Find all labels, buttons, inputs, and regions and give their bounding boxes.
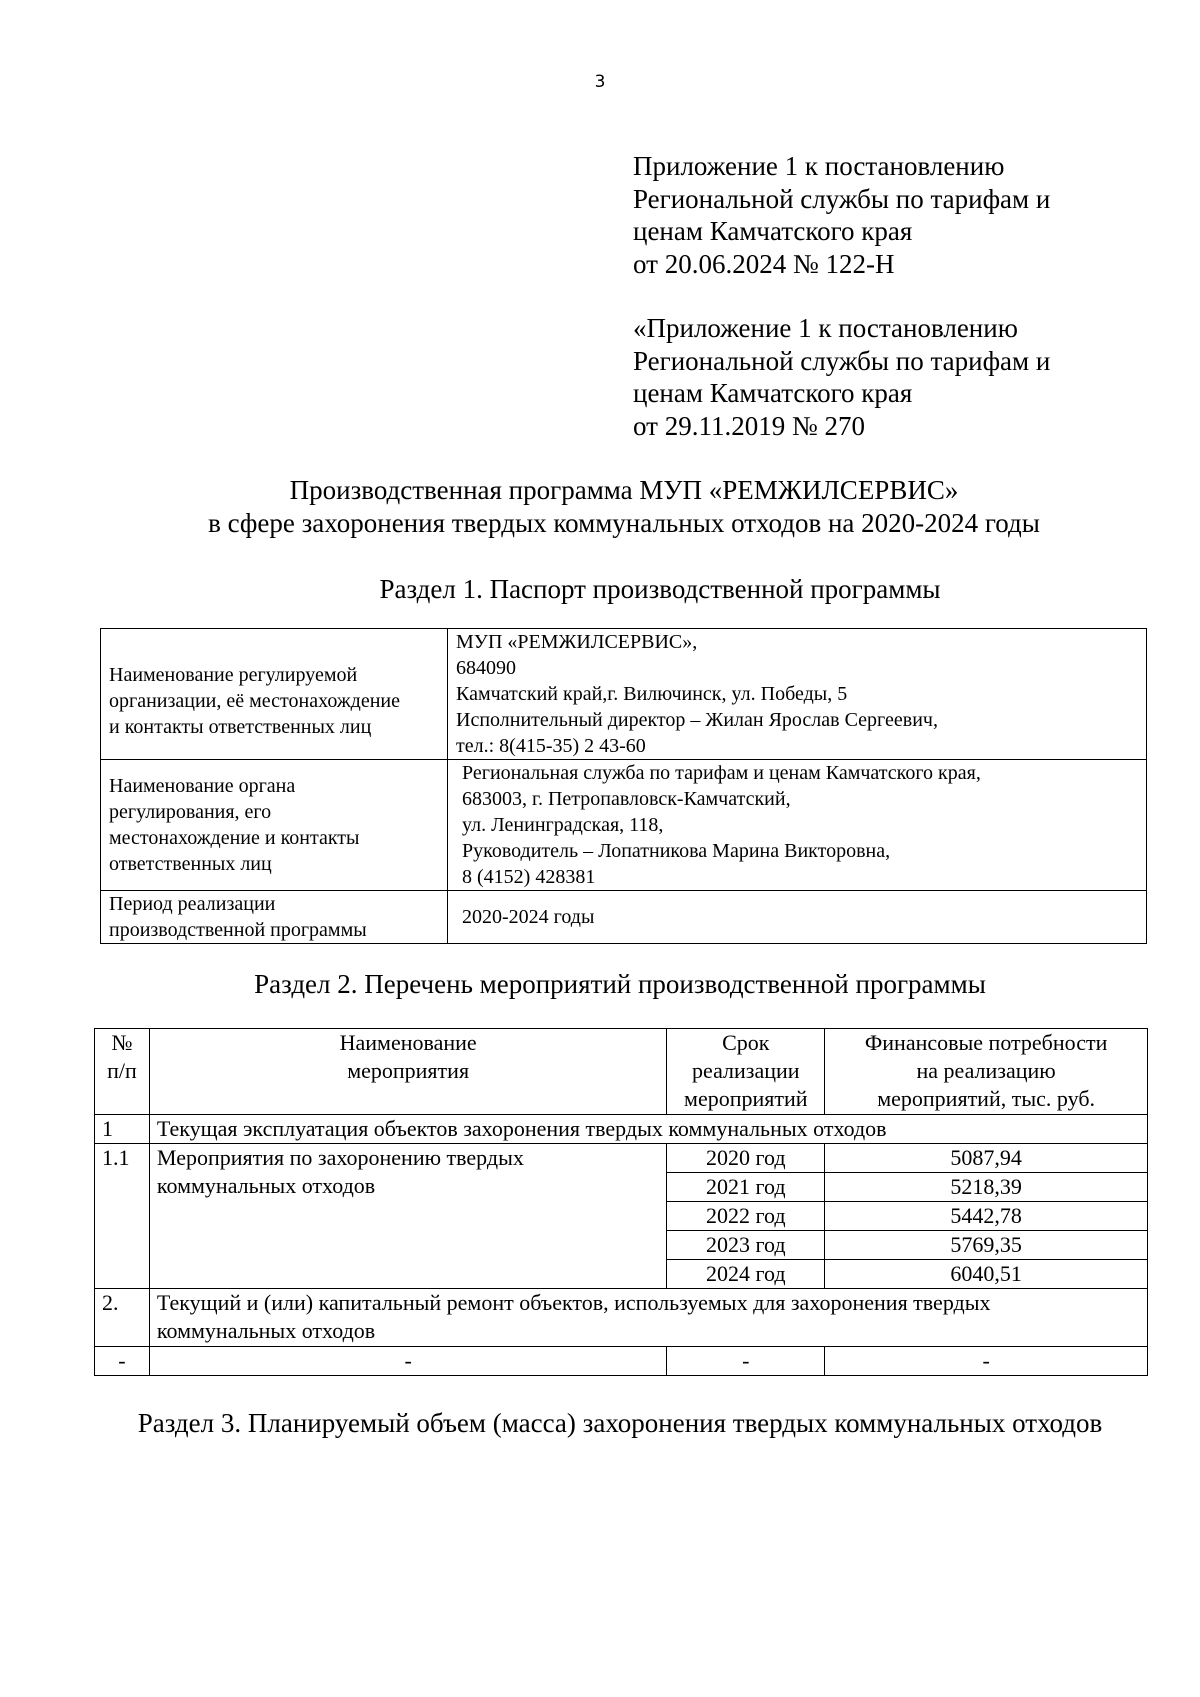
document-title	[0, 474, 1200, 540]
passport-value	[448, 760, 1147, 891]
appendix-reference-new	[633, 150, 1153, 280]
appendix-line: Приложение 1 к постановлению	[633, 151, 1005, 181]
dash-cell: -	[95, 1347, 150, 1376]
table-row	[95, 1144, 1148, 1173]
appendix-line: «Приложение 1 к постановлению	[633, 313, 1018, 343]
passport-value	[448, 629, 1147, 760]
appendix-line: от 20.06.2024 № 122-Н	[633, 248, 895, 279]
label-line: местонахождение и контакты	[109, 827, 360, 849]
value-line: Исполнительный директор – Жилан Ярослав Сергеевич,	[456, 709, 938, 731]
row-text: Текущий и (или) капитальный ремонт объектов, используемых для захоронения твердых коммунальных отходов	[149, 1289, 1147, 1347]
section-1-heading: Раздел 1. Паспорт производственной программы	[379, 574, 941, 604]
section-2-heading: Раздел 2. Перечень мероприятий производственной программы	[254, 969, 986, 999]
table-row	[95, 1115, 1148, 1144]
page-number: 3	[594, 72, 606, 92]
table-row	[95, 1347, 1148, 1376]
year-cell: 2024 год	[667, 1260, 825, 1289]
label-line: и контакты ответственных лиц	[109, 716, 372, 738]
table-header-row	[95, 1029, 1148, 1115]
value-line: 683003, г. Петропавловск-Камчатский,	[462, 788, 791, 810]
header-name: Наименование мероприятия	[149, 1029, 666, 1115]
appendix-reference-old	[633, 312, 1153, 442]
title-line-2: в сфере захоронения твердых коммунальных отходов на 2020-2024 годы	[208, 508, 1040, 538]
amount-cell: 5442,78	[825, 1202, 1148, 1231]
value-line: 8 (4152) 428381	[462, 866, 596, 888]
amount-cell: 5087,94	[825, 1144, 1148, 1173]
label-line: Период реализации	[109, 893, 276, 915]
header-finance: Финансовые потребности на реализацию мероприятий, тыс. руб.	[825, 1029, 1148, 1115]
value-line: ул. Ленинградская, 118,	[462, 814, 664, 836]
appendix-line: Региональной службы по тарифам и	[633, 183, 1051, 214]
header-term: Срок реализации мероприятий	[667, 1029, 825, 1115]
passport-label	[101, 629, 448, 760]
table-row	[101, 760, 1147, 891]
year-cell: 2022 год	[667, 1202, 825, 1231]
label-line: Наименование регулируемой	[109, 664, 358, 686]
value-line: тел.: 8(415-35) 2 43-60	[456, 735, 646, 757]
passport-label	[101, 760, 448, 891]
label-line: организации, её местонахождение	[109, 690, 400, 712]
label-line: производственной программы	[109, 919, 367, 941]
label-line: Наименование органа	[109, 775, 296, 797]
value-line: 2020-2024 годы	[462, 906, 595, 928]
dash-cell: -	[149, 1347, 666, 1376]
amount-cell: 5769,35	[825, 1231, 1148, 1260]
dash-cell: -	[667, 1347, 825, 1376]
appendix-line: ценам Камчатского края	[633, 378, 913, 408]
value-line: 684090	[456, 657, 516, 679]
amount-cell: 5218,39	[825, 1173, 1148, 1202]
appendix-line: от 29.11.2019 № 270	[633, 410, 865, 441]
row-num: 2.	[95, 1289, 150, 1347]
label-line: ответственных лиц	[109, 853, 272, 875]
passport-value	[448, 891, 1147, 944]
year-cell: 2020 год	[667, 1144, 825, 1173]
passport-table	[100, 628, 1147, 944]
value-line: Руководитель – Лопатникова Марина Викторовна,	[462, 840, 891, 862]
section-3-heading: Раздел 3. Планируемый объем (масса) захоронения твердых коммунальных отходов	[137, 1408, 1103, 1438]
year-cell: 2023 год	[667, 1231, 825, 1260]
passport-label	[101, 891, 448, 944]
value-line: Камчатский край,г. Вилючинск, ул. Победы, 5	[456, 683, 848, 705]
table-row	[101, 891, 1147, 944]
dash-cell: -	[825, 1347, 1148, 1376]
table-row	[95, 1289, 1148, 1347]
appendix-line: Региональной службы по тарифам и	[633, 345, 1051, 376]
label-line: регулирования, его	[109, 801, 272, 823]
value-line: Региональная служба по тарифам и ценам Камчатского края,	[462, 762, 981, 784]
row-num: 1.1	[95, 1144, 150, 1289]
header-num: № п/п	[95, 1029, 150, 1115]
row-num: 1	[95, 1115, 150, 1144]
table-row	[101, 629, 1147, 760]
measures-table	[94, 1028, 1148, 1376]
appendix-line: ценам Камчатского края	[633, 216, 913, 246]
row-name: Мероприятия по захоронению твердых коммунальных отходов	[149, 1144, 666, 1289]
value-line: МУП «РЕМЖИЛСЕРВИС»,	[456, 631, 698, 653]
row-text: Текущая эксплуатация объектов захоронения твердых коммунальных отходов	[149, 1115, 1147, 1144]
year-cell: 2021 год	[667, 1173, 825, 1202]
title-line-1: Производственная программа МУП «РЕМЖИЛСЕРВИС»	[289, 475, 959, 505]
amount-cell: 6040,51	[825, 1260, 1148, 1289]
